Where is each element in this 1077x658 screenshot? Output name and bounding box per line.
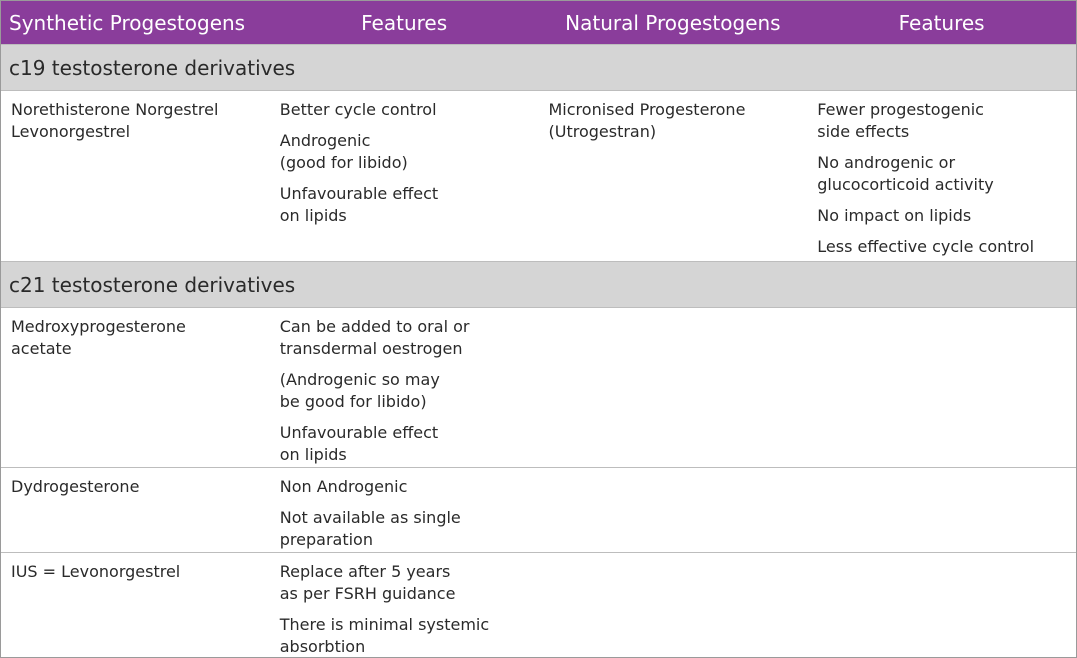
feature-item: Non Androgenic [279, 477, 408, 496]
feature-item: Less effective cycle control [817, 237, 1035, 256]
table-header [1, 1, 1076, 44]
features-cell [270, 308, 539, 467]
feature-item: Better cycle control [279, 100, 437, 119]
table-row [1, 90, 1076, 261]
feature-item: Replace after 5 years as per FSRH guidance [279, 562, 456, 603]
feature-item: There is minimal systemic absorbtion [279, 615, 490, 656]
header-features: Features [361, 10, 448, 35]
natural-cell: Micronised Progesterone (Utrogestran) [548, 100, 746, 141]
natural-features-cell [807, 468, 1076, 552]
feature-item: No androgenic or glucocorticoid activity [817, 153, 994, 194]
table-row [1, 552, 1076, 656]
section-c19: c19 testosterone derivatives [1, 44, 1076, 90]
header-synthetic: Synthetic Progestogens [9, 10, 246, 35]
feature-item: Androgenic (good for libido) [279, 131, 408, 172]
table-row [1, 467, 1076, 552]
natural-cell [539, 553, 808, 656]
natural-features-cell [807, 553, 1076, 656]
features-cell [270, 91, 539, 261]
header-natural: Natural Progestogens [565, 10, 781, 35]
synthetic-cell: Medroxyprogesterone acetate [11, 317, 186, 358]
feature-item: Can be added to oral or transdermal oestrogen [279, 317, 470, 358]
table-row [1, 307, 1076, 467]
natural-features-cell [807, 308, 1076, 467]
feature-item: Not available as single preparation [279, 508, 461, 549]
feature-item: (Androgenic so may be good for libido) [279, 370, 440, 411]
header-natural-features: Features [898, 10, 985, 35]
features-cell [270, 468, 539, 552]
synthetic-cell: Dydrogesterone [11, 477, 140, 496]
synthetic-cell: Norethisterone Norgestrel Levonorgestrel [11, 100, 219, 141]
natural-cell [539, 308, 808, 467]
features-cell [270, 553, 539, 656]
feature-item: No impact on lipids [817, 206, 972, 225]
natural-cell [539, 468, 808, 552]
feature-item: Fewer progestogenic side effects [817, 100, 984, 141]
section-c21: c21 testosterone derivatives [1, 261, 1076, 307]
feature-item: Unfavourable effect on lipids [279, 184, 439, 225]
feature-item: Unfavourable effect on lipids [279, 423, 439, 464]
natural-features-cell [807, 91, 1076, 261]
synthetic-cell: IUS = Levonorgestrel [11, 562, 181, 581]
